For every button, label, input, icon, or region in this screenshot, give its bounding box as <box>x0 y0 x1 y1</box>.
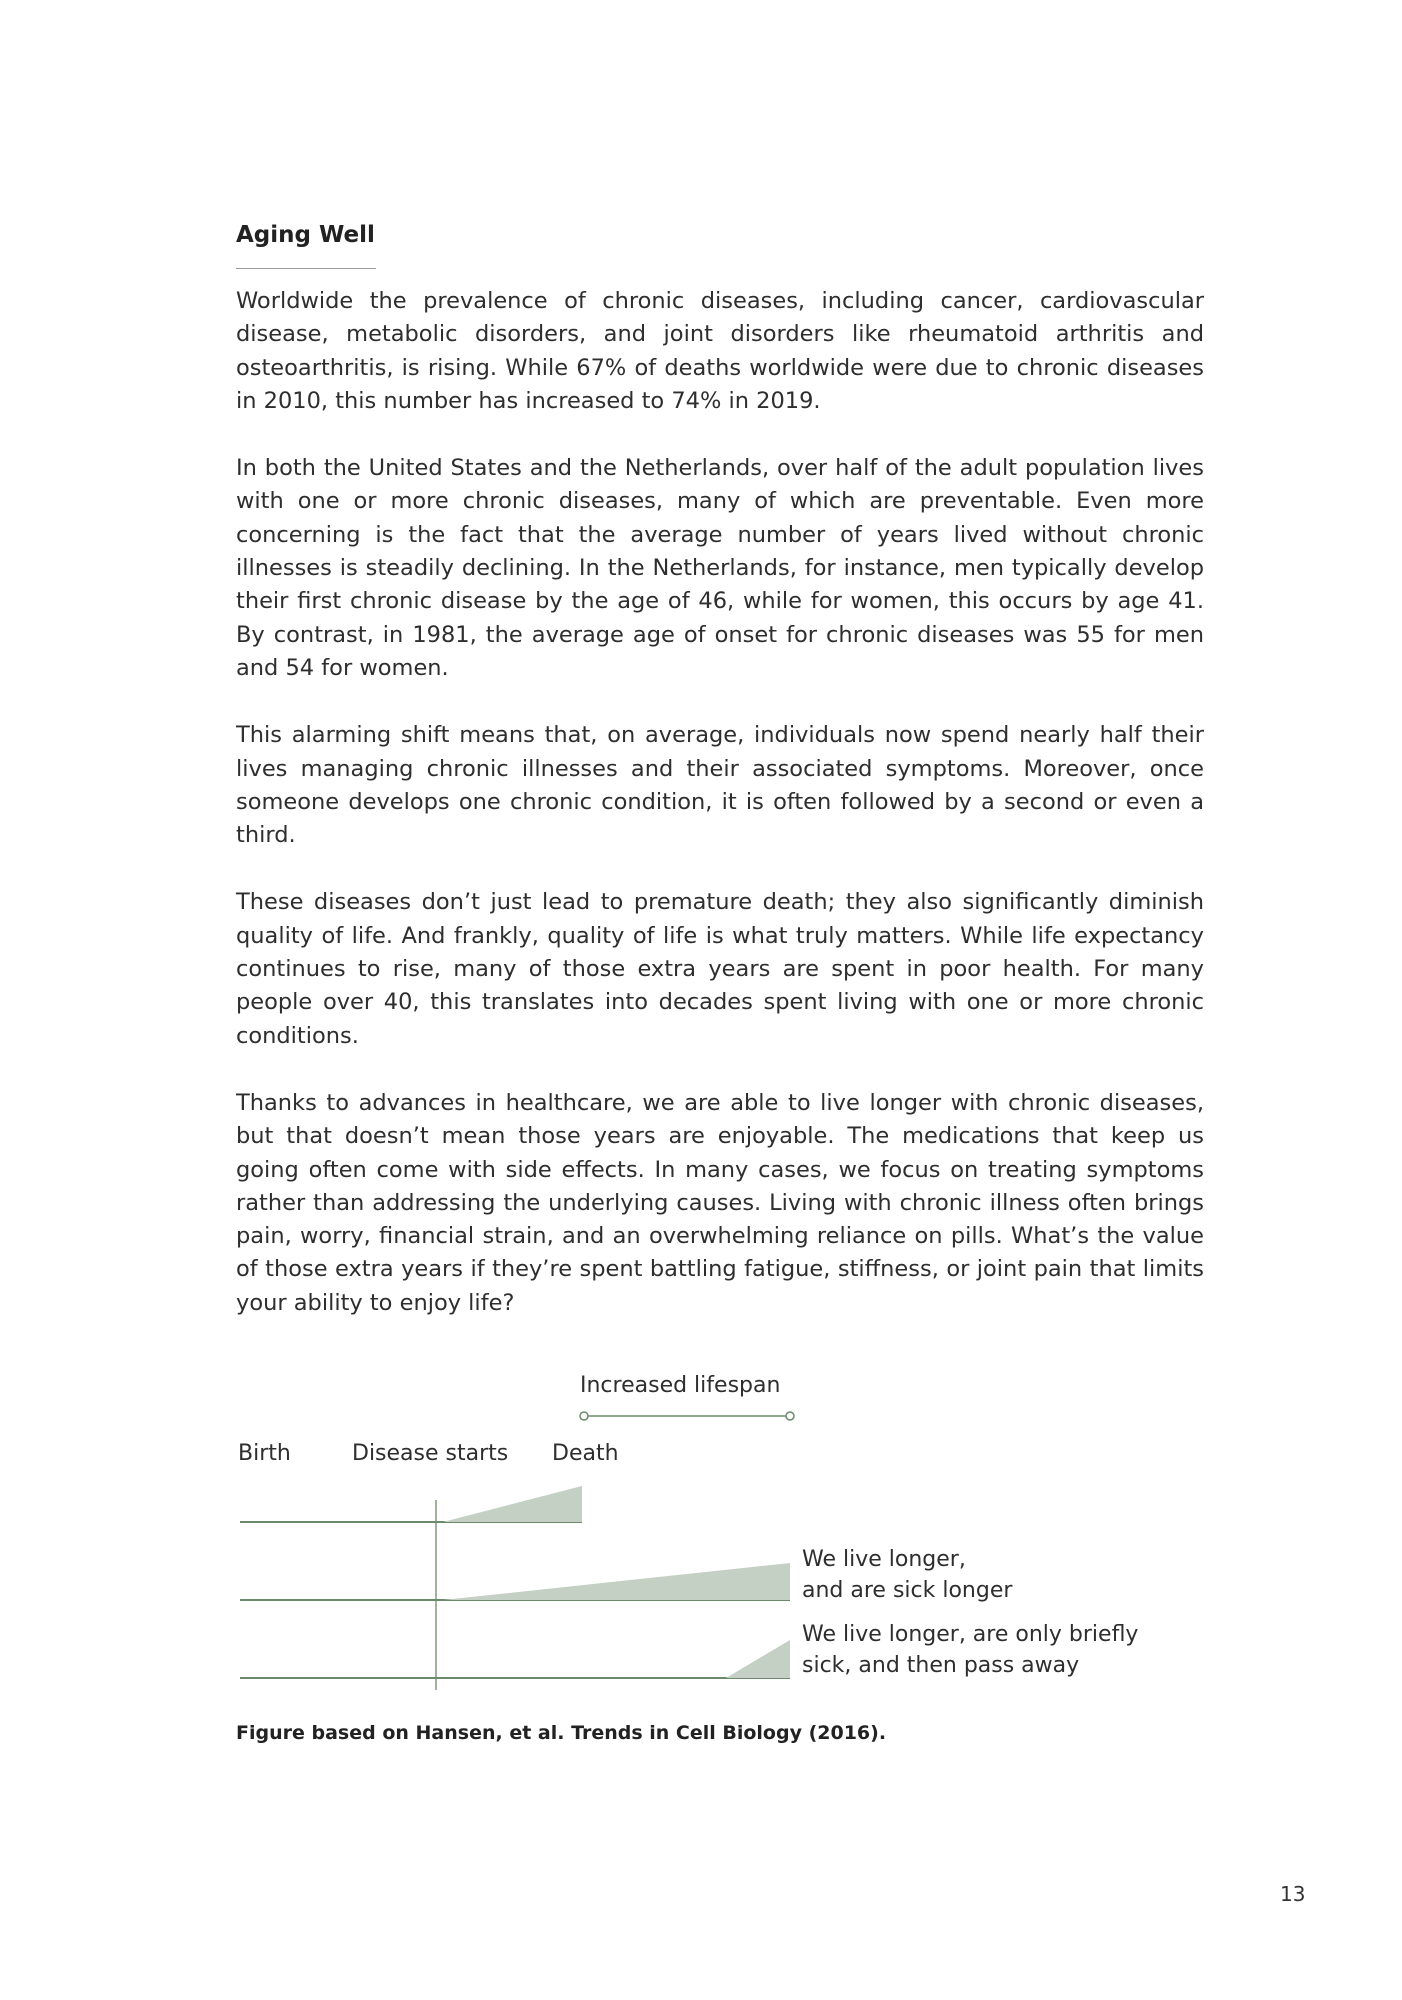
bracket-start-dot <box>580 1412 588 1420</box>
scenario-2-label-line1: We live longer, <box>802 1547 966 1572</box>
disease-starts-label: Disease starts <box>352 1441 509 1466</box>
increased-lifespan-bracket <box>580 1412 794 1420</box>
paragraph: These diseases don’t just lead to premature death; they also significantly diminish quality of life. And frankly, quality of life is what truly matters. While life expectancy continues to rise, many of those extra years are spent in poor health. For many people over 40, this translates into decades spent living with one or more chronic conditions. <box>236 889 1204 1049</box>
scenario-2-sickness-area <box>443 1563 790 1600</box>
paragraph: This alarming shift means that, on average, individuals now spend nearly half their lives managing chronic illnesses and their associated symptoms. Moreover, once someone develops one chronic condition, it is often followed by a second or even a third. <box>236 722 1204 849</box>
bracket-end-dot <box>786 1412 794 1420</box>
figure-caption: Figure based on Hansen, et al. Trends in Cell Biology (2016). <box>236 1722 887 1744</box>
scenario-2-label-line2: and are sick longer <box>802 1578 1013 1603</box>
scenario-1 <box>240 1486 582 1522</box>
birth-label: Birth <box>238 1441 291 1466</box>
page-number: 13 <box>1280 1882 1306 1906</box>
death-label: Death <box>552 1441 619 1466</box>
paragraph: Thanks to advances in healthcare, we are able to live longer with chronic diseases, but that doesn’t mean those years are enjoyable. The medications that keep us going often come with side effects. In many cases, we focus on treating symptoms rather than addressing the underlying causes. Living with chronic illness often brings pain, worry, financial strain, and an overwhelming reliance on pills. What’s the value of those extra years if they’re spent battling fatigue, stiffness, or joint pain that limits your ability to enjoy life? <box>236 1089 1204 1316</box>
scenario-3 <box>240 1640 790 1678</box>
paragraph: In both the United States and the Netherlands, over half of the adult population lives with one or more chronic diseases, many of which are preventable. Even more concerning is the fact that the average number of years lived without chronic illnesses is steadily declining. In the Netherlands, for instance, men typically develop their first chronic disease by the age of 46, while for women, this occurs by age 41. By contrast, in 1981, the average age of onset for chronic diseases was 55 for men and 54 for women. <box>236 455 1204 681</box>
scenario-1-sickness-area <box>443 1486 582 1522</box>
body-text <box>236 285 1204 1354</box>
scenario-2 <box>240 1563 790 1600</box>
increased-lifespan-label: Increased lifespan <box>580 1373 781 1398</box>
section-title: Aging Well <box>236 222 375 248</box>
title-underline <box>236 268 376 269</box>
scenario-3-sickness-area <box>726 1640 790 1678</box>
scenario-3-label-line2: sick, and then pass away <box>802 1653 1080 1678</box>
scenario-3-label-line1: We live longer, are only briefly <box>802 1622 1139 1647</box>
lifespan-figure <box>236 1370 1204 1720</box>
paragraph: Worldwide the prevalence of chronic diseases, including cancer, cardiovascular disease, metabolic disorders, and joint disorders like rheumatoid arthritis and osteoarthritis, is rising. While 67% of deaths worldwide were due to chronic diseases in 2010, this number has increased to 74% in 2019. <box>236 288 1204 414</box>
